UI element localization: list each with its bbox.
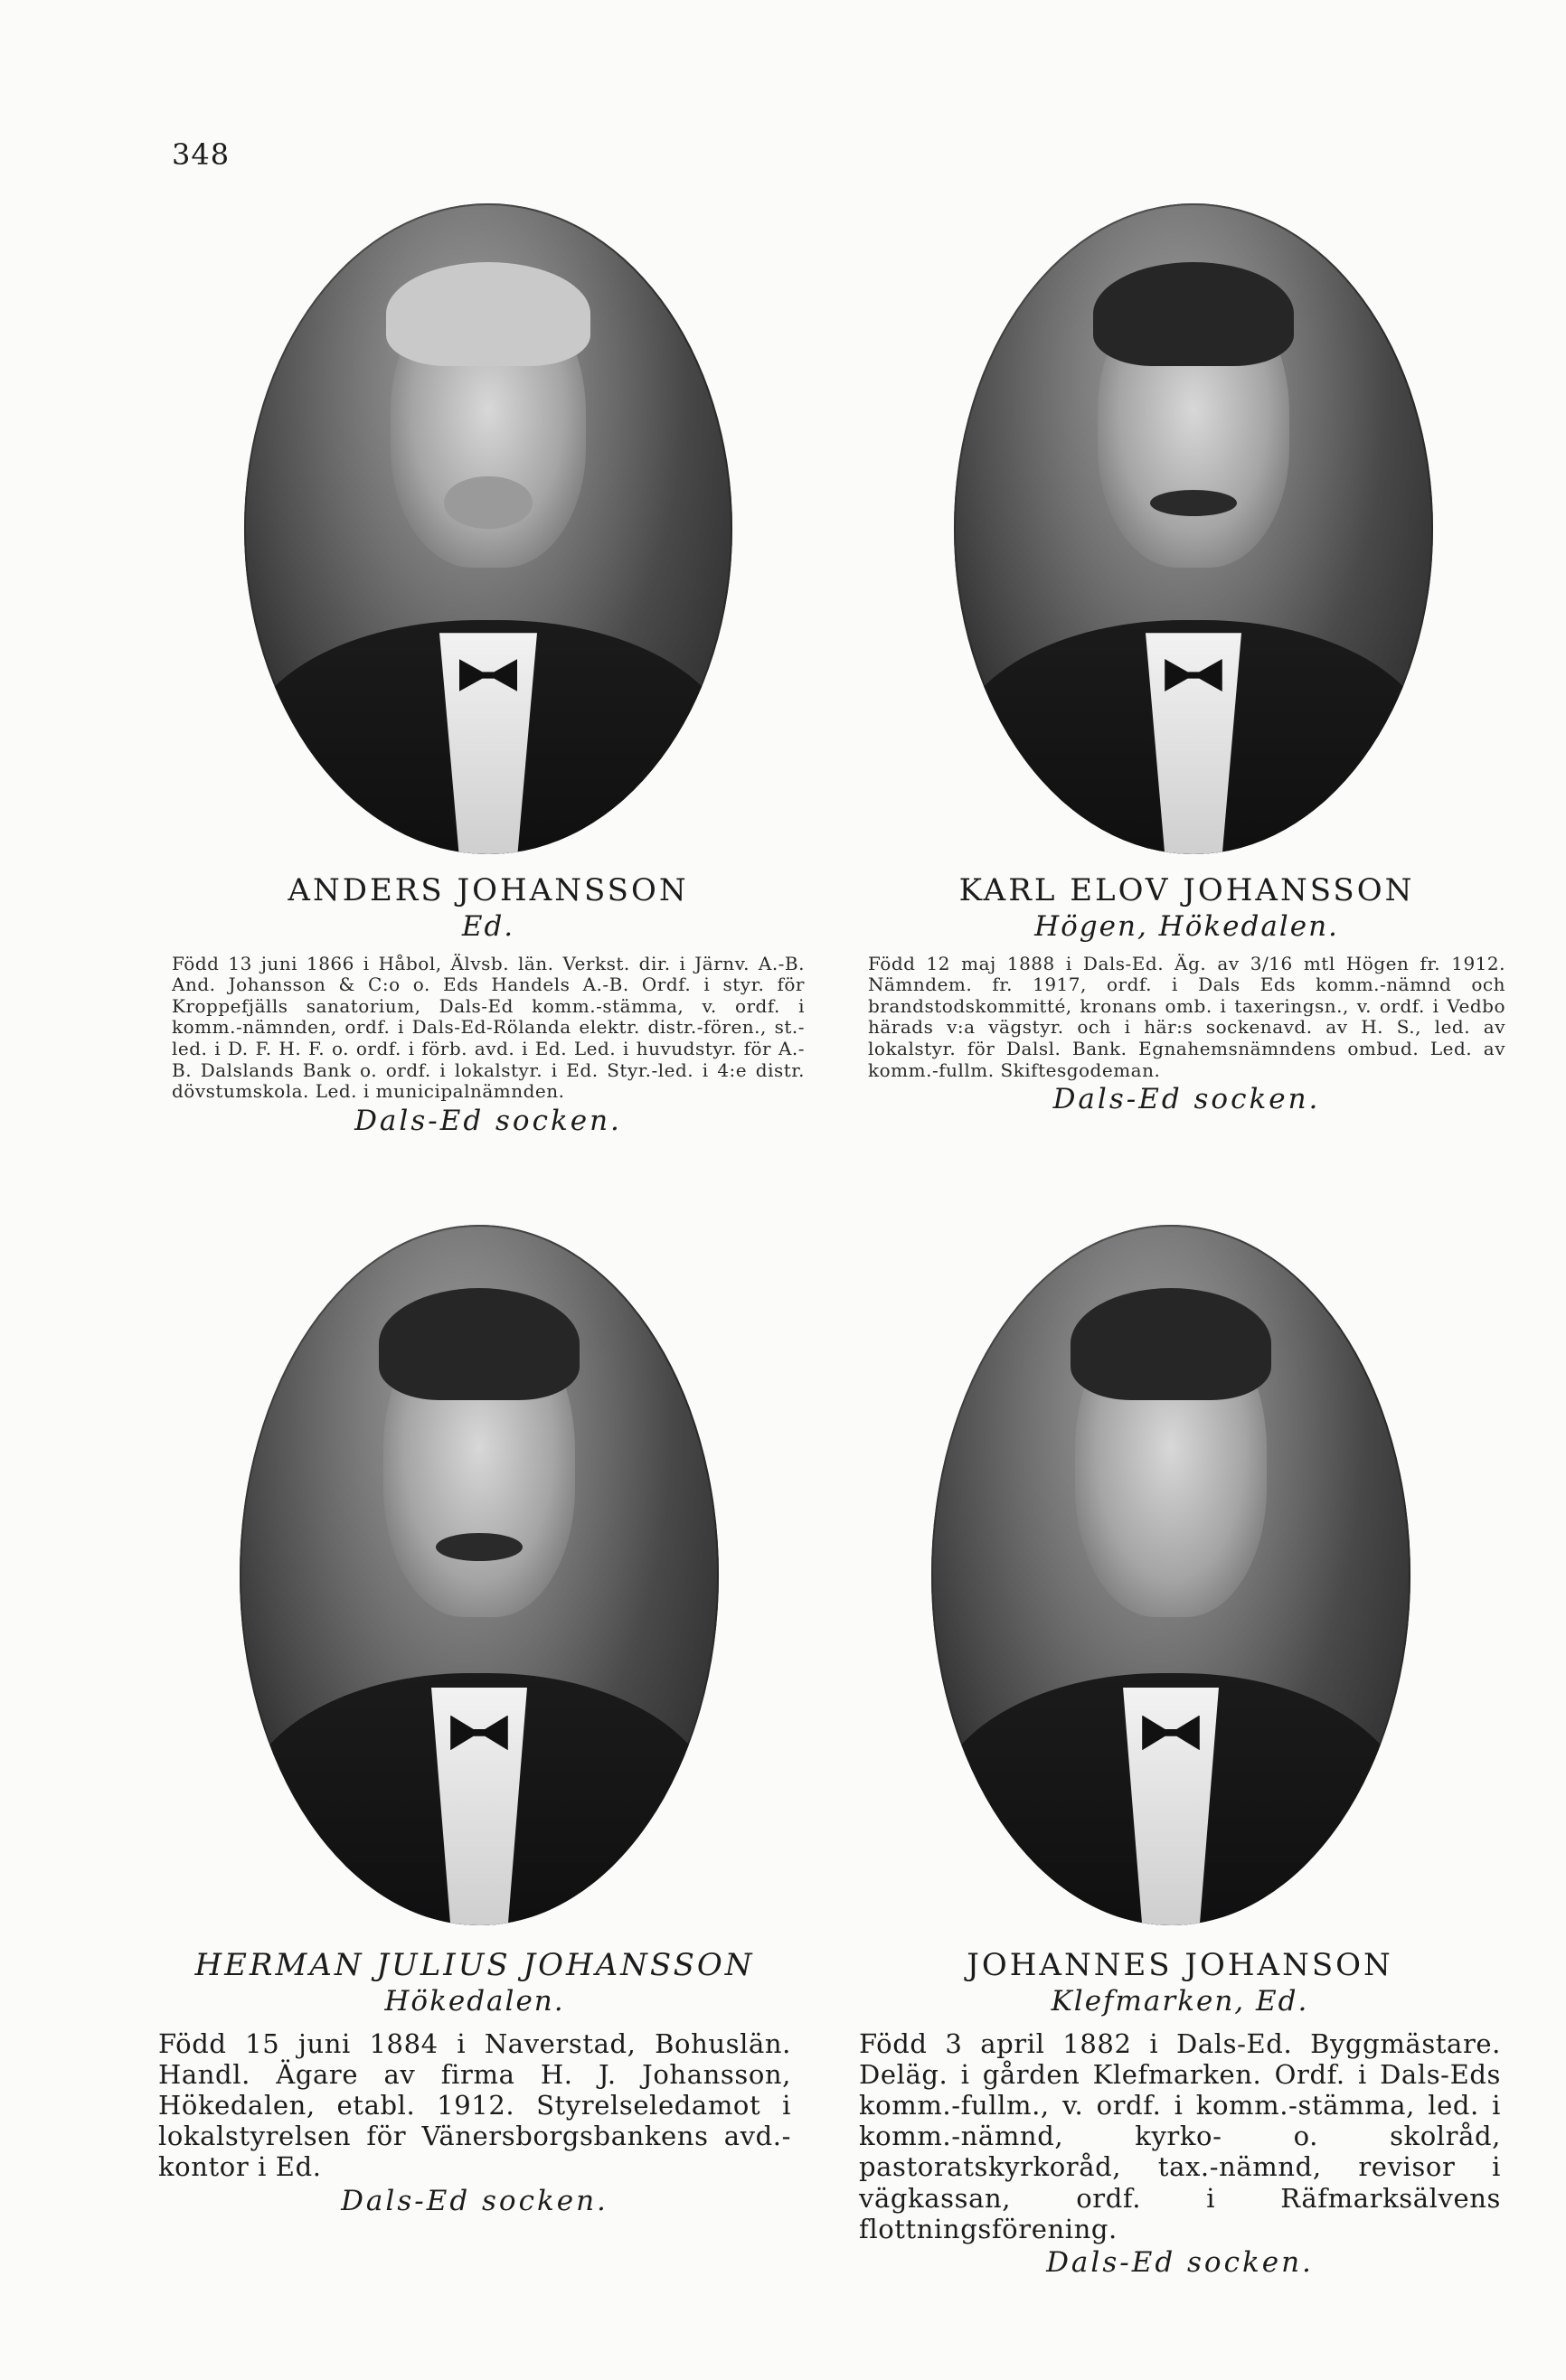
parish-label: Dals-Ed socken.: [354, 1104, 622, 1137]
entry-herman-julius-johansson: [158, 1225, 791, 2219]
person-name: KARL ELOV JOHANSSON: [958, 872, 1415, 908]
entry-anders-johansson: [172, 203, 805, 1139]
portrait-photo: [954, 203, 1433, 854]
person-place: Klefmarken, Ed.: [1051, 1984, 1309, 2018]
person-place: Hökedalen.: [384, 1984, 565, 2018]
entry-johannes-johanson: [859, 1225, 1501, 2281]
person-place: Ed.: [461, 909, 515, 943]
person-bio: Född 13 juni 1866 i Håbol, Älvsb. län. Verkst. dir. i Järnv. A.-B. And. Johansson & C:o o. Eds Handels A.-B. Ordf. i styr. för Kroppefjälls sanatorium, Dals-Ed komm.-stämma, v. ordf. i komm.-nämnden, ordf. i Dals-Ed-Rölanda elektr. distr.-fören., st.-led. i D. F. H. F. o. ordf. i förb. avd. i Ed. Led. i huvudstyr. för A.-B. Dalslands Bank o. ordf. i lokalstyr. i Ed. Styr.-led. i 4:e distr. dövstumskola. Led. i municipalnämnden.: [172, 952, 805, 1103]
entry-karl-elov-johansson: [868, 203, 1505, 1117]
parish-label: Dals-Ed socken.: [1046, 2246, 1314, 2280]
page-number: 348: [172, 137, 231, 172]
portrait-photo: [240, 1225, 719, 1925]
person-name: ANDERS JOHANSSON: [288, 872, 689, 908]
person-bio: Född 12 maj 1888 i Dals-Ed. Äg. av 3/16 mtl Högen fr. 1912. Nämndem. fr. 1917, ordf. i Dals Eds komm.-nämnd och brandstodskommitté, kronans omb. i taxeringsn., v. ordf. i Vedbo härads v:a vägstyr. och i här:s sockenavd. av H. S., led. av lokalstyr. för Dalsl. Bank. Egnahemsnämndens ombud. Led. av komm.-fullm. Skiftesgodeman.: [868, 952, 1505, 1081]
person-bio: Född 15 juni 1884 i Naverstad, Bohuslän. Handl. Ägare av firma H. J. Johansson, Hökedalen, etabl. 1912. Styrelseledamot i lokalstyrelsen för Vänersborgsbankens avd.-kontor i Ed.: [158, 2027, 791, 2183]
person-place: Högen, Hökedalen.: [1034, 909, 1339, 943]
parish-label: Dals-Ed socken.: [341, 2184, 608, 2217]
portrait-photo: [244, 203, 732, 854]
portrait-photo: [931, 1225, 1410, 1925]
person-name: JOHANNES JOHANSON: [967, 1947, 1393, 1983]
person-name: HERMAN JULIUS JOHANSSON: [194, 1947, 755, 1983]
parish-label: Dals-Ed socken.: [1052, 1083, 1321, 1116]
person-bio: Född 3 april 1882 i Dals-Ed. Byggmästare. Deläg. i gården Klefmarken. Ordf. i Dals-Eds komm.-fullm., v. ordf. i komm.-stämma, led. i komm.-nämnd, kyrko- o. skolråd, pastoratskyrkoråd, tax.-nämnd, revisor i vägkassan, ordf. i Räfmarksälvens flottningsförening.: [859, 2027, 1501, 2244]
